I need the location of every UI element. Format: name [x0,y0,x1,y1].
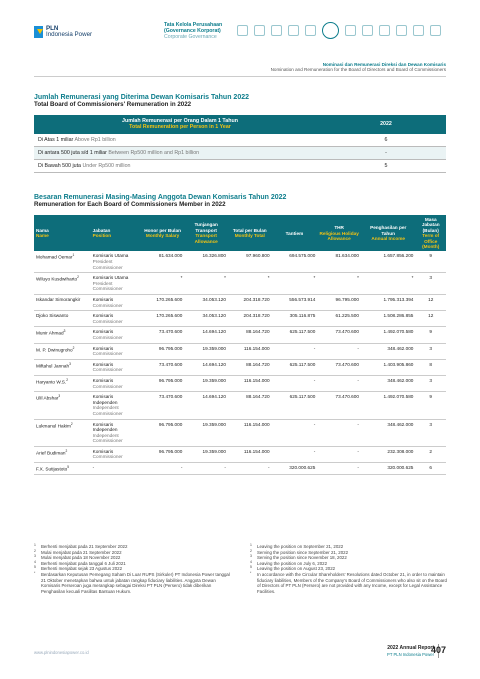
footnote-text: Mulai menjabat pada 18 November 2022 [41,555,121,561]
t2-salary-cell: 96.795.000 [141,419,185,446]
t1-count-cell: 5 [326,159,446,172]
t2-name-cell [34,392,91,419]
footnote-text: In accordance with the Circular Shareholders' Resolutions dated October 21, in order to maintain fiduciary liabilities, Members of the Company's Board of Commissioners who also sit on the Board of Directors of PT PLN (Persero) are not provided with any Income, except for Legal Assistance Facilities. [257,571,447,594]
footnote-text: Berhenti menjabat sejak 23 Agustus 2022 [41,566,123,572]
footnote-text: Leaving the position on August 23, 2022 [257,566,336,572]
t2-tantiem-cell: 625.117.500 [272,359,318,375]
table-row [34,343,446,359]
t2-transport-cell: 14.694.120 [184,392,228,419]
t2-term-cell: 2 [415,446,446,462]
t2-thr-cell: 73.470.600 [317,359,361,375]
t2-tantiem-cell: 694.575.000 [272,251,318,272]
commissioner-name: Wiluyo Kusdwiharto [36,276,78,282]
back-icon[interactable] [271,25,282,36]
t2-term-cell: 9 [415,327,446,343]
commissioner-name: Munir Ahmad [36,330,64,336]
footnote-text: Berdasarkan Keputusan Pemegang Saham Di Luar RUPS (Sirkuler) PT Indonesia Power tanggal 21 Oktober menetapkan bahwa untuk jabatan rangkap fiduciary liabilities. Anggota Dewan Komisaris Perseroan juga merangkap sebagai Direksi PT PLN (Persero) tidak diberikan Penghasilan kecuali Fasilitas Bantuan Hukum. [41,571,230,594]
t2-tantiem-cell: - [272,343,318,359]
t1-range-en: Above Rp1 billion [74,136,116,143]
t2-term-cell: 9 [415,251,446,272]
brand-name: PLN [46,25,59,32]
section-ref-en: Nomination and Remuneration for the Board of Directors and Board of Commissioners [270,67,446,73]
t2-total-cell: 116.154.000 [228,343,272,359]
t2-term-cell: 12 [415,311,446,327]
share-icon[interactable] [413,25,424,36]
t2-total-cell: 116.154.000 [228,375,272,391]
t2-name-cell [34,446,91,462]
t2-thr-cell: 73.470.600 [317,327,361,343]
t2-salary-cell: 170.265.600 [141,295,185,311]
t2-position-cell [91,295,141,311]
report-emblem-icon [322,22,339,39]
t1-range-id: Di antara 500 juta s/d 1 miliar [38,149,107,156]
t2-header-cell: Jabatan Position [91,215,141,251]
zoom-icon[interactable] [430,25,441,36]
t2-term-cell: 3 [415,375,446,391]
position-id: Komisaris [92,297,114,302]
contents-icon[interactable] [254,25,265,36]
t2-tantiem-cell: - [272,446,318,462]
footnote-marker: 2 [250,548,252,553]
t2-tantiem-cell: - [272,375,318,391]
footnote-marker: 4 [250,559,252,564]
table1-title: Jumlah Remunerasi yang Diterima Dewan Komisaris Tahun 2022 [34,94,250,101]
t2-header-cell: Nama Name [34,215,91,251]
t2-transport-cell: 19.359.000 [184,375,228,391]
table-row [34,327,446,343]
t2-header-cell: Masa Jabatan (Bulan) Term of Office (Month) [415,215,446,251]
t2-term-cell: 3 [415,273,446,295]
t2-transport-cell: 16.326.800 [184,251,228,272]
t2-total-cell: 116.154.000 [228,446,272,462]
t2-annual-cell: 232.308.000 [361,446,415,462]
t1-range-cell [34,134,326,147]
t2-term-cell: 3 [415,419,446,446]
position-en: Commissioner [92,351,123,357]
t2-total-cell: 204.318.720 [228,295,272,311]
footnote-marker: 5 [250,565,252,570]
t2-total-cell: 116.154.000 [228,419,272,446]
t1-header-range: Jumlah Remunerasi per Orang Dalam 1 Tahun Total Remuneration per Person in 1 Year [34,115,326,134]
table-row [34,311,446,327]
t2-total-cell: 204.318.720 [228,311,272,327]
t2-transport-cell: 14.694.120 [184,327,228,343]
t2-transport-cell: 34.053.120 [184,311,228,327]
t2-transport-cell: 34.053.120 [184,295,228,311]
table-row [34,446,446,462]
t2-annual-cell: 1.403.905.860 [361,359,415,375]
position-en: Independent Commissioner [92,405,123,416]
t2-position-cell [91,251,141,272]
position-id: Komisaris [92,448,114,454]
footnote [34,572,234,594]
t2-header-cell: THR Religious Holiday Allowance [317,215,361,251]
position-en: Independent Commissioner [92,432,123,444]
table2-subtitle: Remuneration for Each Board of Commissioners Member in 2022 [34,201,226,208]
footnote-ref: 2 [72,345,75,350]
commissioner-name: Mohamad Oemar [36,255,73,260]
position-id: - [92,465,95,471]
position-en: Commissioner [92,334,123,340]
footnote-ref: 5 [67,465,70,470]
commissioner-name: F.X. Sutijastoto [36,466,68,472]
remuneration-summary-table [34,115,446,173]
table-row [34,419,446,446]
commissioner-name: Lukmanul Hakim [36,423,71,429]
footnote-ref: 3 [58,394,61,399]
t2-position-cell [91,343,141,359]
t2-transport-cell: - [184,463,228,475]
chapter-title-id2: (Governance Korporat) [164,27,221,34]
t2-thr-cell: - [317,446,361,462]
footnote-ref: 1 [72,253,75,258]
table-row [34,463,446,475]
t2-tantiem-cell: 625.117.500 [272,327,318,343]
t2-salary-cell: 170.265.600 [141,311,185,327]
section-ref-id: Nominasi dan Remunerasi Direksi dan Dewan Komisaris [322,62,446,67]
position-en: President Commissioner [92,259,123,270]
commissioner-name: Miftahul Jannah [36,363,70,369]
t2-tantiem-cell: 556.573.914 [272,295,318,311]
t2-salary-cell: * [141,273,185,295]
t2-thr-cell: - [317,343,361,359]
t2-transport-cell: 14.694.120 [184,359,228,375]
t1-count-cell: - [326,146,446,159]
t2-annual-cell: 348.462.000 [361,375,415,391]
t2-thr-cell: - [317,463,361,475]
footnote-marker: 3 [34,554,36,559]
footnote-ref: 2 [77,275,79,280]
t2-salary-cell: 73.470.600 [141,327,185,343]
t2-total-cell: 88.164.720 [228,359,272,375]
position-en: Commissioner [92,302,123,308]
footer-report [387,646,434,657]
t2-thr-cell: * [317,273,361,295]
t2-annual-cell: 1.508.286.855 [361,311,415,327]
position-id: Komisaris Utama [92,253,129,259]
footnote-ref: 3 [69,361,71,366]
footnote-text: Berhenti menjabat pada 21 September 2022 [41,544,128,549]
footnote-marker: 3 [250,554,252,559]
grid-icon[interactable] [396,25,407,36]
footnote-marker: * [34,570,36,575]
table1-subtitle: Total Board of Commissioners' Remuneration in 2022 [34,101,192,108]
footer-report-title: 2022 Annual Report [387,645,434,651]
t2-transport-cell: * [184,273,228,295]
t2-name-cell [34,273,91,295]
table-row [34,146,446,159]
t2-term-cell: 9 [415,392,446,419]
chapter-title [164,23,222,40]
commissioner-name: Iskandar Simorangkir [36,297,81,302]
t2-name-cell [34,419,91,446]
position-id: Komisaris Utama [92,275,129,281]
t2-total-cell: - [228,463,272,475]
t2-transport-cell: 19.359.000 [184,419,228,446]
t2-name-cell [34,375,91,391]
t2-total-cell: * [228,273,272,295]
footnote-ref: 3 [63,329,66,334]
chapter-title-id: Tata Kelola Perusahaan [164,22,223,28]
t2-name-cell [34,463,91,475]
table-row [34,251,446,272]
t2-annual-cell: 348.462.000 [361,419,415,446]
t2-thr-cell: - [317,419,361,446]
t1-count-cell: 6 [326,134,446,147]
t2-position-cell [91,327,141,343]
position-en: Commissioner [92,454,123,460]
t2-term-cell: 6 [415,463,446,475]
t2-tantiem-cell: 625.117.500 [272,392,318,419]
print-icon[interactable] [305,25,316,36]
position-en: Commissioner [92,367,123,373]
t1-range-cell [34,159,326,172]
t2-name-cell [34,311,91,327]
t1-range-id: Di Bawah 500 juta [38,162,81,169]
t2-name-cell [34,359,91,375]
commissioner-name: Haryanto W.S. [36,379,67,385]
t2-header-cell: Penghasilan per Tahun Annual Income [361,215,415,251]
t2-position-cell [91,359,141,375]
t2-position-cell [91,273,141,295]
footnote-marker: 5 [34,565,36,570]
t2-total-cell: 88.164.720 [228,392,272,419]
t2-annual-cell: 1.492.070.580 [361,392,415,419]
t2-position-cell [91,311,141,327]
table-row [34,359,446,375]
t2-position-cell [91,419,141,446]
position-en: Commissioner [92,383,123,389]
footnotes-id [34,544,234,594]
footer-url[interactable]: www.plnindonesiapower.co.id [34,650,89,655]
t1-range-id: Di Atas 1 miliar [38,136,74,143]
t2-term-cell: 8 [415,359,446,375]
t2-annual-cell: 348.462.000 [361,343,415,359]
company-logo [34,26,92,39]
t2-name-cell [34,343,91,359]
t2-transport-cell: 19.359.000 [184,343,228,359]
position-id: Komisaris [92,361,114,367]
table-row [34,375,446,391]
t2-salary-cell: 96.795.000 [141,343,185,359]
header-divider [34,76,446,77]
page-number: 407 [430,645,446,655]
t2-header-cell: Tantiem [272,215,318,251]
t2-header-cell: Honor per Bulan Monthly Salary [141,215,185,251]
t2-annual-cell: 1.492.070.580 [361,327,415,343]
t2-total-cell: 97.960.800 [228,251,272,272]
footnote-marker: 1 [250,543,252,547]
footnotes-en [250,544,450,594]
nav-toolbar [237,22,441,39]
t2-salary-cell: 96.795.000 [141,446,185,462]
t2-total-cell: 88.164.720 [228,327,272,343]
commissioner-name: Djoko Siswanto [36,313,69,319]
t2-thr-cell: 96.795.000 [317,295,361,311]
page-header [0,0,480,58]
pln-logo-icon [34,26,43,38]
search-icon[interactable] [288,25,299,36]
footnote-text: Leaving the position on September 21, 2022 [257,544,344,549]
t2-name-cell [34,295,91,311]
footnote-ref: 2 [66,377,69,382]
t2-thr-cell: 73.470.600 [317,392,361,419]
t2-salary-cell: 73.470.600 [141,359,185,375]
footnote-text: Serving the position since September 21, 2022 [257,549,349,555]
next-icon[interactable] [362,25,373,36]
footer-company: PT PLN Indonesia Power [387,651,434,657]
footnote-text: Mulai menjabat pada 21 September 2022 [41,549,122,555]
t2-salary-cell: 81.634.000 [141,251,185,272]
footnote-text: Serving the position since November 18, 2022 [257,555,347,561]
footnote-marker: 1 [34,543,36,547]
position-id: Komisaris [92,313,114,319]
footnote-text: Leaving the position on July 6, 2022 [257,560,328,566]
t2-tantiem-cell: 320.000.625 [272,463,318,475]
commissioner-name: Arief Budiman [36,450,66,456]
footnote-ref: 2 [65,448,68,453]
footnote-marker: 4 [34,559,36,564]
position-id: Komisaris [92,329,114,335]
footnote-ref: 2 [70,421,73,426]
t2-annual-cell: 1.657.856.200 [361,251,415,272]
t2-name-cell [34,251,91,272]
footnote-marker: 2 [34,548,36,553]
t2-tantiem-cell: - [272,419,318,446]
t2-position-cell [91,446,141,462]
position-en: President Commissioner [92,280,123,292]
t1-range-en: Between Rp500 million and Rp1 billion [108,149,200,156]
t2-header-cell: Tunjangan Transport Transport Allowance [184,215,228,251]
t2-position-cell [91,463,141,475]
table-row [34,295,446,311]
t1-range-cell [34,146,326,159]
commissioner-remuneration-table [34,215,446,475]
t2-thr-cell: - [317,375,361,391]
table-row [34,392,446,419]
table2-title: Besaran Remunerasi Masing-Masing Anggota Dewan Komisaris Tahun 2022 [34,194,287,201]
bookmark-icon[interactable] [379,25,390,36]
t2-term-cell: 3 [415,343,446,359]
t2-tantiem-cell: 305.116.875 [272,311,318,327]
t2-salary-cell: 96.795.000 [141,375,185,391]
t2-salary-cell: 73.470.600 [141,392,185,419]
position-id: Komisaris Independen [92,394,118,405]
t1-range-en: Under Rp500 million [82,162,131,169]
t2-position-cell [91,392,141,419]
position-id: Komisaris [92,377,114,383]
commissioner-name: Ulil Abshar [36,395,59,401]
footnote [250,572,450,594]
section-reference [271,62,446,73]
chapter-title-en: Corporate Governance [164,33,217,40]
t2-term-cell: 12 [415,295,446,311]
home-icon[interactable] [237,25,248,36]
prev-icon[interactable] [345,25,356,36]
t2-thr-cell: 81.634.000 [317,251,361,272]
footnote-marker: * [250,570,252,575]
t2-thr-cell: 61.225.500 [317,311,361,327]
brand-sub: Indonesia Power [46,31,93,39]
t2-name-cell [34,327,91,343]
position-en: Commissioner [92,318,123,324]
t2-position-cell [91,375,141,391]
position-id: Komisaris Independen [92,421,118,433]
t2-transport-cell: 19.359.000 [184,446,228,462]
table-row [34,273,446,295]
position-id: Komisaris [92,345,114,351]
t2-annual-cell: 1.795.313.394 [361,295,415,311]
footnote-text: Berhenti menjabat pada tanggal 6 Juli 2021 [41,560,126,566]
table-row [34,134,446,147]
table-row [34,159,446,172]
t1-header-year: 2022 [326,115,446,134]
commissioner-name: M. P. Dwinugroho [36,347,73,353]
t2-annual-cell: * [361,273,415,295]
t2-annual-cell: 320.000.625 [361,463,415,475]
t2-tantiem-cell: * [272,273,318,295]
t2-header-cell: Total per Bulan Monthly Total [228,215,272,251]
t2-salary-cell: - [141,463,185,475]
